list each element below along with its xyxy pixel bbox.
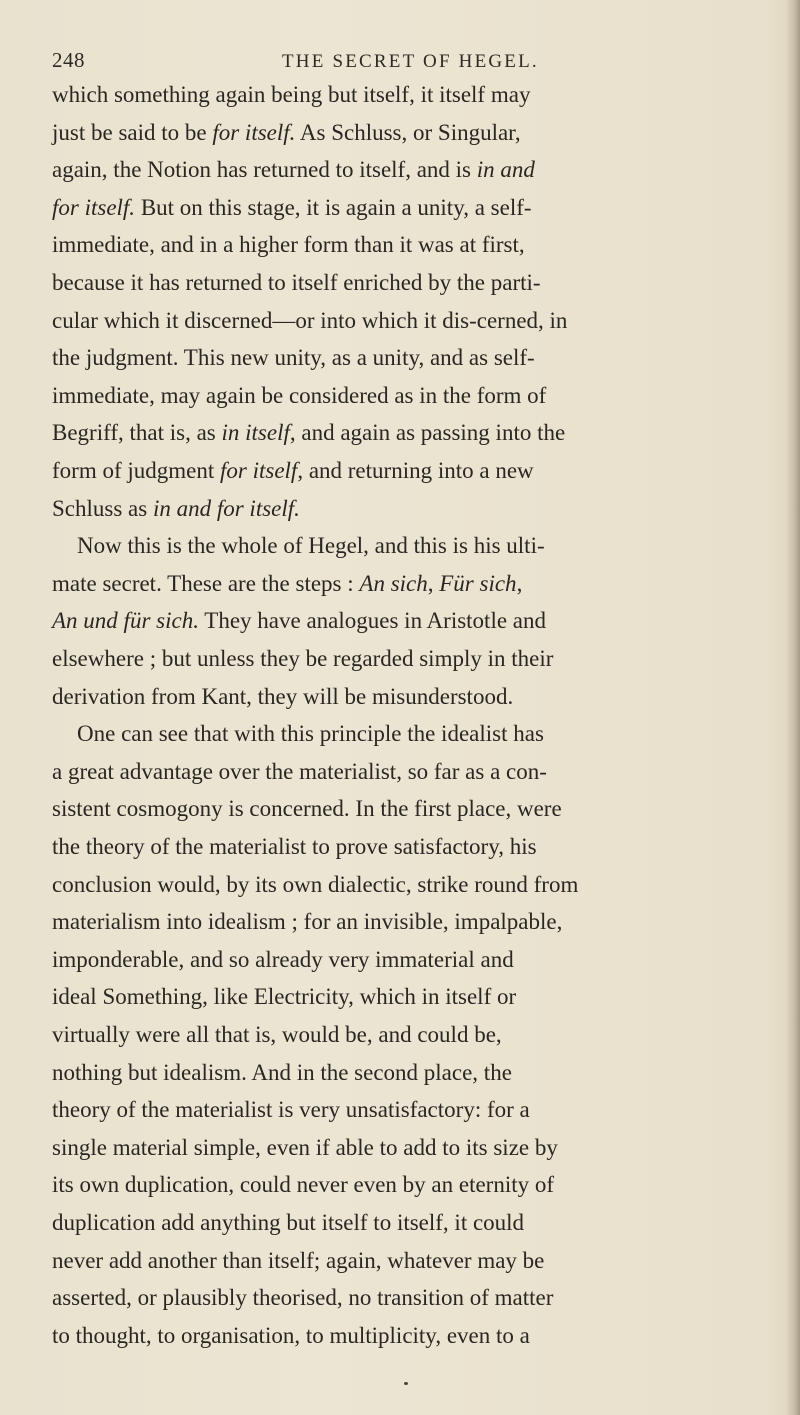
text-line — [52, 496, 300, 522]
italic-phrase: for itself — [220, 458, 298, 483]
text-run: nothing but idealism. And in the second place, the — [52, 1059, 512, 1085]
text-run: theory of the materialist is very unsatisfactory: for a — [52, 1097, 530, 1123]
text-run: to thought, to organisation, to multiplicity, even to a — [52, 1322, 530, 1348]
text-run: sistent cosmogony is concerned. In the first place, were — [52, 796, 562, 822]
text-line — [52, 157, 535, 183]
text-run: just be said to be — [52, 119, 213, 145]
italic-phrase: for itself. — [52, 194, 136, 220]
page-number: 248 — [52, 48, 85, 72]
text-line — [77, 533, 545, 559]
text-run: immediate, and in a higher form than it was at first, — [52, 232, 525, 258]
italic-phrase: in itself — [221, 420, 290, 446]
italic-phrase: An und für sich. — [52, 608, 199, 634]
text-line — [52, 1060, 512, 1086]
text-run: derivation from Kant, they will be misunderstood. — [52, 683, 514, 709]
text-line — [52, 571, 522, 597]
text-line — [52, 1285, 553, 1311]
italic-phrase: Für sich — [439, 570, 517, 596]
text-line — [52, 759, 547, 785]
text-line — [52, 646, 553, 672]
text-run: which something again being but itself, it itself may — [52, 82, 531, 107]
text-run: Begriff, that is, as — [52, 420, 222, 446]
running-title: THE SECRET OF HEGEL. — [282, 51, 539, 72]
text-line — [52, 608, 546, 634]
text-run: single material simple, even if able to add to its size by — [52, 1134, 558, 1160]
text-run: asserted, or plausibly theorised, no transition of matter — [52, 1285, 554, 1311]
text-run: conclusion would, by its own dialectic, strike round from — [52, 871, 579, 897]
text-run: immediate, may again be considered as in the form of — [52, 382, 547, 408]
text-line — [52, 383, 546, 409]
text-run: , and again as passing into the — [289, 420, 566, 446]
text-line — [52, 82, 530, 108]
text-line — [52, 120, 521, 146]
text-run: duplication add anything but itself to itself, it could — [52, 1210, 525, 1235]
text-line — [52, 195, 532, 221]
text-line — [52, 684, 513, 710]
text-run: virtually were all that is, would be, and could be, — [52, 1022, 502, 1047]
text-run: As Schluss, or Singular, — [295, 119, 521, 145]
text-run: They have analogues in Aristotle and — [198, 608, 546, 634]
text-run: a great advantage over the materialist, so far as a con- — [52, 758, 547, 784]
text-run: cular which it discerned—or into which it dis-cerned, in — [52, 307, 568, 333]
text-run: , and returning into a new — [297, 458, 534, 483]
text-line — [52, 1210, 524, 1236]
italic-phrase: in and for itself. — [152, 495, 300, 521]
italic-phrase: in and — [476, 157, 535, 183]
text-run: materialism into idealism ; for an invisible, impalpable, — [52, 909, 563, 935]
printer-mark — [404, 1382, 408, 1385]
text-run: the judgment. This new unity, as a unity, and as self- — [52, 345, 535, 371]
page-edge-shadow — [786, 0, 800, 1415]
text-run: , — [516, 570, 523, 596]
text-run: the theory of the materialist to prove satisfactory, his — [52, 834, 537, 859]
text-line — [52, 308, 567, 334]
text-run: because it has returned to itself enriched by the parti- — [52, 270, 541, 295]
italic-phrase: An sich — [359, 570, 428, 596]
text-run: Now this is the whole of Hegel, and this is his ulti- — [77, 533, 545, 559]
running-header — [0, 48, 800, 78]
text-run: But on this stage, it is again a unity, a self- — [135, 194, 532, 220]
text-run: , — [427, 570, 440, 596]
text-line — [52, 1022, 502, 1048]
text-run: imponderable, and so already very immaterial and — [52, 946, 514, 972]
text-run: again, the Notion has returned to itself, and is — [52, 157, 477, 183]
italic-phrase: for itself. — [212, 119, 296, 145]
text-line — [52, 270, 541, 296]
text-line — [52, 834, 537, 860]
text-run: Schluss as — [52, 495, 153, 521]
text-line — [52, 420, 565, 446]
text-run: never add another than itself; again, whatever may be — [52, 1247, 545, 1273]
text-line — [52, 984, 516, 1010]
text-line — [52, 458, 534, 484]
text-line — [52, 872, 578, 898]
text-line — [52, 796, 562, 822]
text-line — [52, 345, 535, 371]
text-line — [52, 947, 514, 973]
text-run: form of judgment — [52, 458, 220, 483]
text-line — [52, 909, 562, 935]
text-line — [52, 1097, 530, 1123]
text-line — [52, 1323, 530, 1349]
text-run: elsewhere ; but unless they be regarded simply in their — [52, 646, 554, 671]
text-line — [77, 721, 544, 747]
text-run: One can see that with this principle the idealist has — [77, 721, 544, 747]
text-line — [52, 1248, 544, 1274]
text-line — [52, 1172, 554, 1198]
text-run: its own duplication, could never even by an eternity of — [52, 1172, 555, 1198]
text-line — [52, 1135, 558, 1161]
text-run: ideal Something, like Electricity, which in itself or — [52, 984, 517, 1010]
text-run: mate secret. These are the steps : — [52, 570, 360, 596]
text-line — [52, 232, 525, 258]
